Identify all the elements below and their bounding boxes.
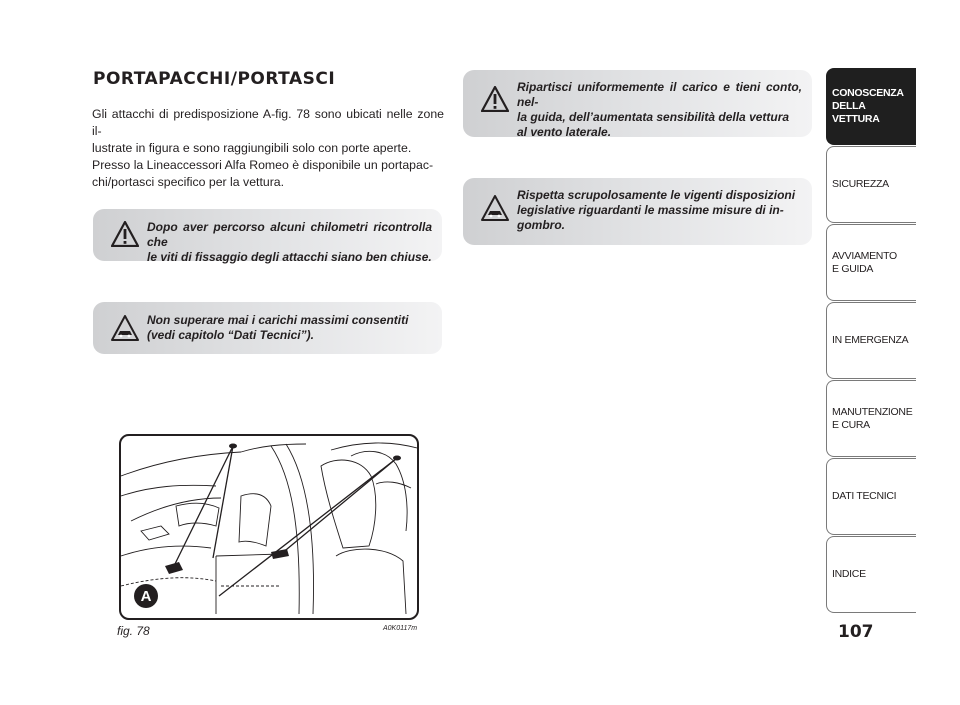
intro-line: Gli attacchi di predisposizione A-fig. 78 sono ubicati nelle zone il- — [92, 107, 444, 138]
warning-text — [147, 313, 432, 343]
warning-line: (vedi capitolo “Dati Tecnici”). — [147, 328, 314, 342]
warning-triangle-icon — [111, 221, 139, 247]
tab-avviamento-e-guida[interactable] — [826, 224, 916, 301]
warning-text — [147, 220, 432, 265]
warning-triangle-icon — [481, 86, 509, 112]
tab-label: SICUREZZA — [832, 178, 889, 190]
section-title: PORTAPACCHI/PORTASCI — [93, 69, 336, 89]
intro-paragraph — [92, 106, 444, 191]
page-number: 107 — [838, 622, 874, 642]
car-interior-drawing — [121, 436, 417, 618]
tab-label: INDICE — [832, 568, 866, 580]
tab-indice[interactable] — [826, 536, 916, 613]
tab-label: DATI TECNICI — [832, 490, 897, 502]
callout-a-label: A — [140, 588, 152, 605]
warning-text — [517, 80, 802, 140]
intro-line: Presso la Lineaccessori Alfa Romeo è disponibile un portapac- — [92, 158, 434, 172]
tab-dati-tecnici[interactable] — [826, 458, 916, 535]
figure-78-illustration — [119, 434, 419, 620]
warning-box-load-balance — [463, 70, 812, 137]
warning-box-screws — [93, 209, 442, 264]
warning-line: la guida, dell’aumentata sensibilità della vettura — [517, 110, 790, 124]
warning-box-max-load — [93, 302, 442, 354]
warning-text — [517, 188, 802, 233]
warning-line: le viti di fissaggio degli attacchi siano ben chiuse. — [147, 250, 432, 264]
tab-in-emergenza[interactable] — [826, 302, 916, 379]
warning-line: Ripartisci uniformemente il carico e tieni conto, nel- — [517, 80, 802, 109]
warning-line: Non superare mai i carichi massimi consentiti — [147, 313, 409, 327]
tab-label: IN EMERGENZA — [832, 334, 909, 346]
car-warning-icon — [111, 315, 139, 341]
car-warning-icon — [481, 195, 509, 221]
warning-line: al vento laterale. — [517, 125, 612, 139]
tab-conoscenza-della-vettura[interactable] — [826, 68, 916, 145]
tab-label: CONOSCENZA DELLA VETTURA — [832, 87, 904, 125]
figure-code: A0K0117m — [383, 625, 418, 632]
warning-line: gombro. — [517, 218, 565, 232]
intro-line: lustrate in figura e sono raggiungibili solo con porte aperte. — [92, 141, 412, 155]
tab-manutenzione-e-cura[interactable] — [826, 380, 916, 457]
figure-caption: fig. 78 — [117, 624, 150, 638]
intro-line: chi/portasci specifico per la vettura. — [92, 175, 285, 189]
warning-line: legislative riguardanti le massime misure di in- — [517, 203, 784, 217]
warning-line: Dopo aver percorso alcuni chilometri ricontrolla che — [147, 220, 432, 249]
warning-line: Rispetta scrupolosamente le vigenti disposizioni — [517, 188, 796, 202]
tab-sicurezza[interactable] — [826, 146, 916, 223]
tab-label: MANUTENZIONE E CURA — [832, 405, 913, 431]
warning-box-dimensions — [463, 178, 812, 245]
tab-label: AVVIAMENTO E GUIDA — [832, 249, 897, 275]
